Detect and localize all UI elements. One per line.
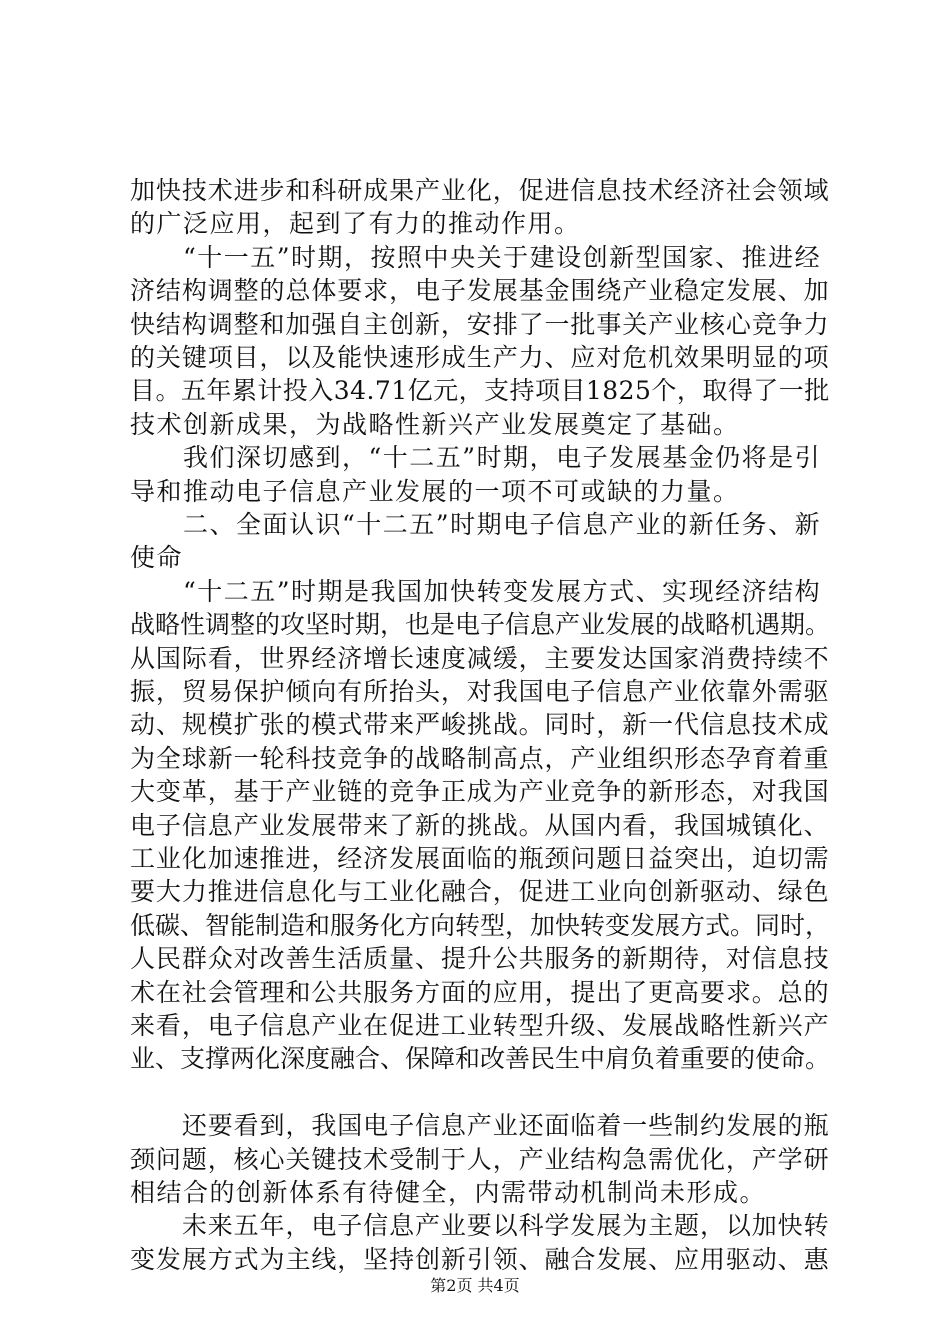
text-line: 导和推动电子信息产业发展的一项不可或缺的力量。 [130, 476, 740, 506]
text-line: “十二五”时期是我国加快转变发展方式、实现经济结构 [130, 576, 822, 606]
text-line: 快结构调整和加强自主创新，安排了一批事关产业核心竞争力 [130, 309, 830, 339]
text-line: 术在社会管理和公共服务方面的应用，提出了更高要求。总的 [130, 977, 830, 1007]
text-line: 的关键项目，以及能快速形成生产力、应对危机效果明显的项 [130, 343, 830, 372]
text-line: 要大力推进信息化与工业化融合，促进工业向创新驱动、绿色 [130, 877, 830, 907]
text-line: 来看，电子信息产业在促进工业转型升级、发展战略性新兴产 [130, 1011, 830, 1040]
page-footer: 第2页 共4页 [430, 1276, 520, 1295]
text-line: 人民群众对改善生活质量、提升公共服务的新期待，对信息技 [130, 944, 830, 974]
text-line: 动、规模扩张的模式带来严峻挑战。同时，新一代信息技术成 [130, 710, 830, 740]
text-line: “十一五”时期，按照中央关于建设创新型国家、推进经 [130, 242, 822, 272]
text-line: 颈问题，核心关键技术受制于人，产业结构急需优化，产学研 [130, 1144, 830, 1174]
text-line: 战略性调整的攻坚时期，也是电子信息产业发展的战略机遇期。 [130, 610, 831, 640]
text-line: 相结合的创新体系有待健全，内需带动机制尚未形成。 [130, 1178, 767, 1207]
text-line: 为全球新一轮科技竞争的战略制高点，产业组织形态孕育着重 [130, 743, 830, 773]
text-line: 变发展方式为主线，坚持创新引领、融合发展、应用驱动、惠 [130, 1244, 830, 1274]
text-line: 振，贸易保护倾向有所抬头，对我国电子信息产业依靠外需驱 [130, 677, 830, 706]
text-line: 的广泛应用，起到了有力的推动作用。 [130, 209, 581, 239]
text-line: 二、全面认识“十二五”时期电子信息产业的新任务、新 [130, 510, 822, 539]
text-line: 还要看到，我国电子信息产业还面临着一些制约发展的瓶 [130, 1111, 830, 1141]
text-line: 从国际看，世界经济增长速度减缓，主要发达国家消费持续不 [130, 643, 830, 673]
text-line: 济结构调整的总体要求，电子发展基金围绕产业稳定发展、加 [130, 276, 830, 306]
text-line: 我们深切感到，“十二五”时期，电子发展基金仍将是引 [130, 443, 822, 473]
text-line: 目。五年累计投入34.71亿元，支持项目1825个，取得了一批 [130, 376, 830, 406]
text-line: 加快技术进步和科研成果产业化，促进信息技术经济社会领域 [130, 176, 830, 205]
text-line: 技术创新成果，为战略性新兴产业发展奠定了基础。 [130, 409, 740, 439]
text-line: 电子信息产业发展带来了新的挑战。从国内看，我国城镇化、 [130, 810, 830, 840]
text-line: 工业化加速推进，经济发展面临的瓶颈问题日益突出，迫切需 [130, 844, 830, 873]
text-line: 未来五年，电子信息产业要以科学发展为主题，以加快转 [130, 1211, 830, 1241]
text-line: 业、支撑两化深度融合、保障和改善民生中肩负着重要的使命。 [130, 1044, 831, 1074]
text-line: 大变革，基于产业链的竞争正成为产业竞争的新形态，对我国 [130, 777, 830, 807]
text-line: 使命 [130, 543, 184, 573]
text-line: 低碳、智能制造和服务化方向转型，加快转变发展方式。同时， [130, 910, 831, 940]
